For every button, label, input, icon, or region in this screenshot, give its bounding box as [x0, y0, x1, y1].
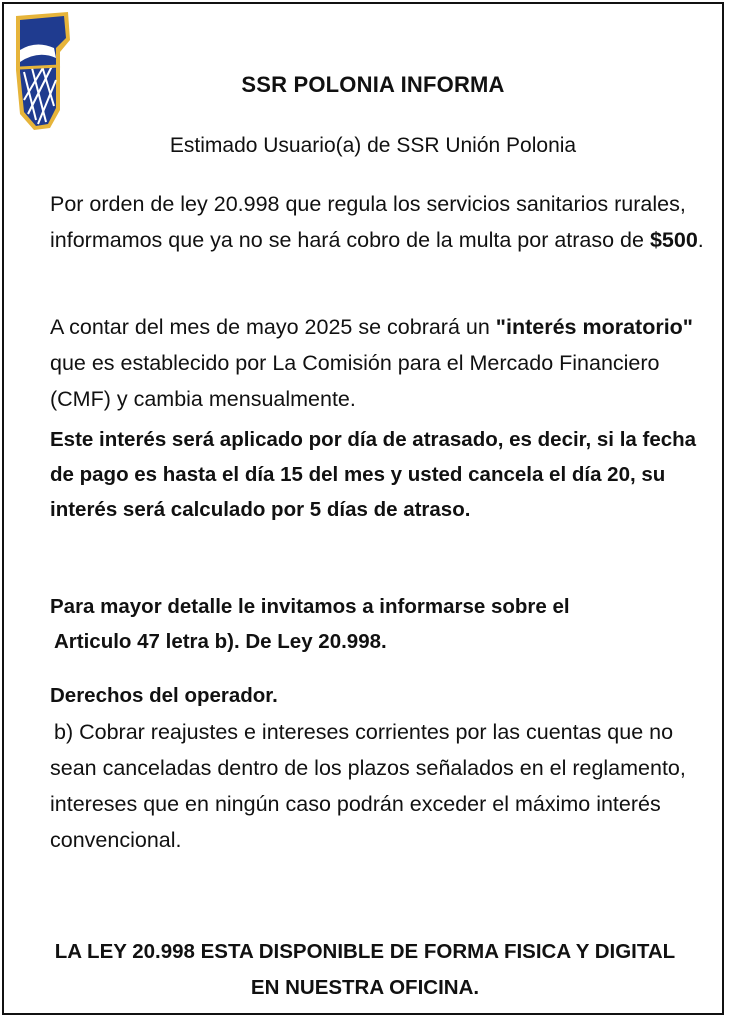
footer-line-2: EN NUESTRA OFICINA.	[250, 976, 480, 999]
paragraph-daily-interest: Este interés será aplicado por día de atrasado, es decir, si la fecha de pago es hasta el día 15 del mes y usted cancela el día 20, su interés será calculado por 5 días de atraso.	[50, 428, 697, 521]
paragraph-interest-text: A contar del mes de mayo 2025 se cobrará un	[50, 315, 496, 339]
paragraph-fine-text: Por orden de ley 20.998 que regula los servicios sanitarios rurales, informamos que ya no se hará cobro de la multa por atraso de	[50, 192, 686, 252]
details-line-1: Para mayor detalle le invitamos a informarse sobre el	[50, 595, 570, 618]
paragraph-fine-removal	[50, 186, 710, 258]
paragraph-interest	[50, 309, 710, 417]
rights-heading: Derechos del operador.	[50, 684, 278, 707]
fine-amount: $500	[649, 228, 698, 252]
paragraph-interest-end: que es establecido por La Comisión para el Mercado Financiero (CMF) y cambia mensualmente.	[50, 351, 660, 411]
footer-line-1: LA LEY 20.998 ESTA DISPONIBLE DE FORMA FISICA Y DIGITAL	[54, 940, 676, 963]
footer-notice	[10, 934, 720, 1006]
paragraph-fine-end: .	[697, 228, 704, 252]
paragraph-more-details	[50, 589, 710, 659]
interest-term: "interés moratorio"	[495, 315, 694, 339]
operator-rights	[50, 678, 710, 858]
notice-title: SSR POLONIA INFORMA	[241, 72, 505, 97]
greeting-line: Estimado Usuario(a) de SSR Unión Polonia	[169, 134, 577, 157]
rights-text: b) Cobrar reajustes e intereses corrientes por las cuentas que no sean canceladas dentro de los plazos señalados en el reglamento, intereses que en ningún caso podrán exceder el máximo interés convencional.	[50, 720, 686, 852]
details-line-2: Articulo 47 letra b). De Ley 20.998.	[54, 630, 387, 653]
